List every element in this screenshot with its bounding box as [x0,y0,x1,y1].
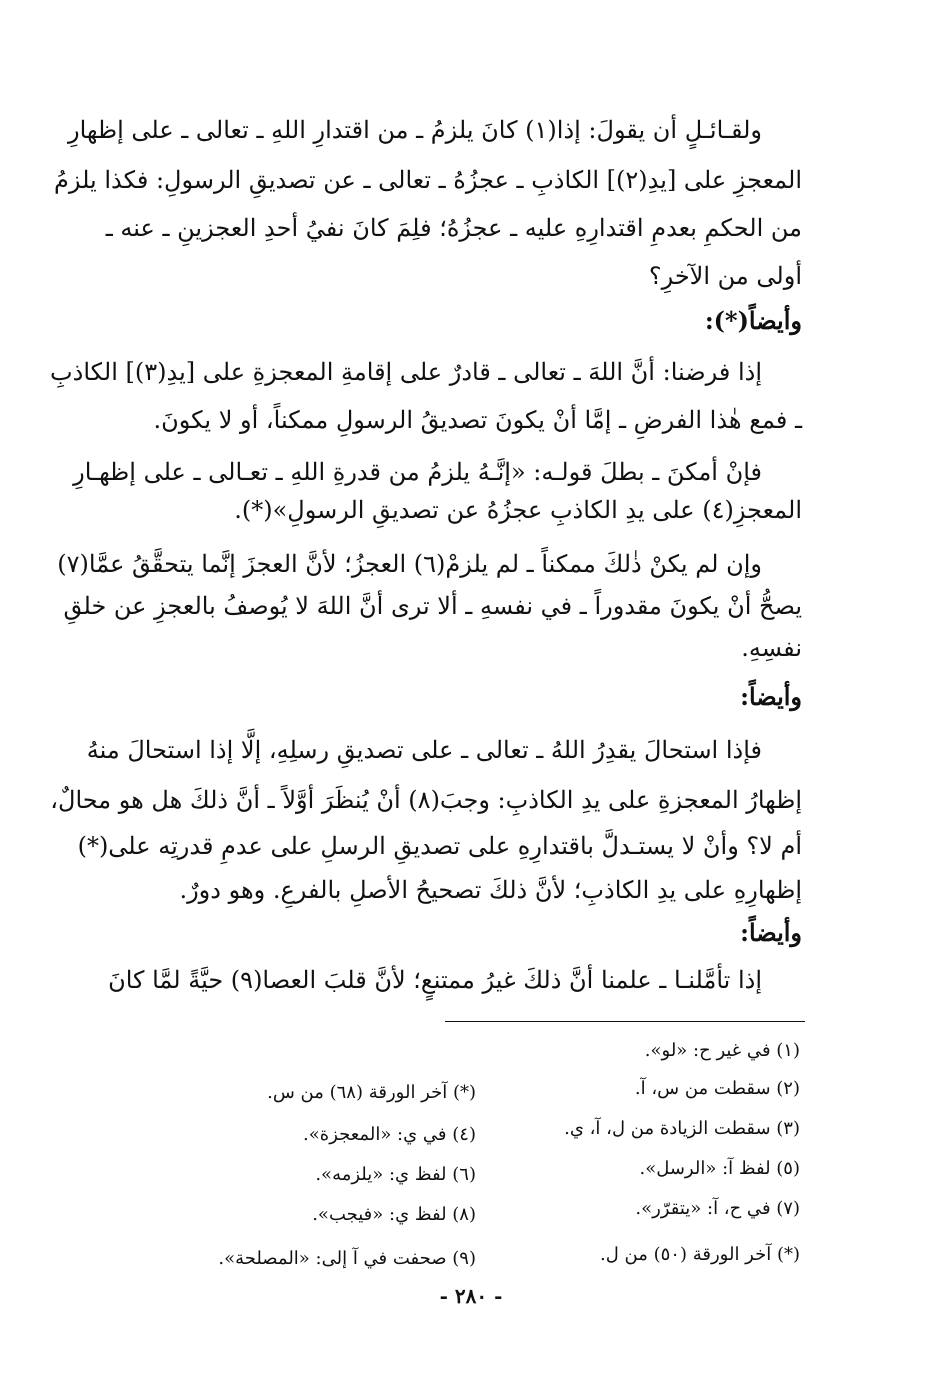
footnote: (٣) سقطت الزيادة من ل، آ، ي. [564,1118,800,1139]
footnote: (٤) في ي: «المعجزة». [303,1124,476,1145]
footnote: (*) آخر الورقة (٥٠) من ل. [600,1244,800,1265]
text-line: نفسِهِ. [741,634,802,662]
section-heading: وأيضاً(*): [704,306,802,335]
text-line: أولى من الآخرِ؟ [648,262,802,290]
footnote: (٩) صحفت في آ إلى: «المصلحة». [218,1248,476,1269]
text-line: المعجزِ على [يدِ(٢)] الكاذبِ ـ عجزُهُ ـ تعالى ـ عن تصديقِ الرسولِ: فكذا يلزمُ [53,166,802,194]
text-line: فإذا استحالَ يقدِرُ اللهُ ـ تعالى ـ على تصديقِ رسلِهِ، إلَّا إذا استحالَ منهُ [86,736,762,764]
text-line: إظهارُ المعجزةِ على يدِ الكاذبِ: وجبَ(٨) أنْ يُنظَرَ أوَّلاً ـ أنَّ ذلكَ هل هو محالٌ، [50,786,802,814]
footnote: (٨) لفظ ي: «فيجب». [312,1204,476,1225]
text-line: وإن لم يكنْ ذٰلكَ ممكناً ـ لم يلزمْ(٦) العجزُ؛ لأنَّ العجزَ إنَّما يتحقَّقُ عمَّا(٧) [57,550,762,578]
text-line: يصحُّ أنْ يكونَ مقدوراً ـ في نفسهِ ـ ألا ترى أنَّ اللهَ لا يُوصفُ بالعجزِ عن خلقِ [63,592,802,620]
text-line: إظهارِهِ على يدِ الكاذبِ؛ لأنَّ ذلكَ تصحيحُ الأصلِ بالفرعِ. وهو دورٌ. [179,876,802,904]
page-number: - ٢٨٠ - [439,1284,503,1308]
section-heading: وأيضاً: [740,682,802,711]
text-line: فإنْ أمكنَ ـ بطلَ قولـه: «إنَّـهُ يلزمُ من قدرةِ اللهِ ـ تعـالى ـ على إظهـارِ [73,458,762,486]
footnote: (١) في غير ح: «لو». [644,1040,800,1061]
text-line: إذا تأمَّلنـا ـ علمنا أنَّ ذلكَ غيرُ ممتنعٍ؛ لأنَّ قلبَ العصا(٩) حيَّةً لمَّا كانَ [108,966,762,994]
text-line: ـ فمع هٰذا الفرضِ ـ إمَّا أنْ يكونَ تصديقُ الرسولِ ممكناً، أو لا يكونَ. [153,406,802,434]
text-line: إذا فرضنا: أنَّ اللهَ ـ تعالى ـ قادرٌ على إقامةِ المعجزةِ على [يدِ(٣)] الكاذبِ [50,358,762,386]
text-line: المعجزِ(٤) على يدِ الكاذبِ عجزُهُ عن تصديقِ الرسولِ»(*). [234,496,802,524]
footnote: (٦) لفظ ي: «يلزمه». [315,1164,476,1185]
footnote: (٧) في ح، آ: «يتقرّر». [635,1198,800,1219]
text-line: أم لا؟ وأنْ لا يستـدلَّ باقتدارِهِ على تصديقِ الرسلِ على عدمِ قدرتِه على(*) [77,832,802,860]
footnote-separator [445,1021,805,1022]
footnote: (٥) لفظ آ: «الرسل». [639,1158,800,1179]
text-line: من الحكمِ بعدمِ اقتدارِهِ عليه ـ عجزُهُ؛ فلِمَ كانَ نفيُ أحدِ العجزينِ ـ عنه ـ [105,214,802,242]
footnote: (*) آخر الورقة (٦٨) من س. [267,1082,476,1103]
text-line: ولقـائـلٍ أن يقولَ: إذا(١) كانَ يلزمُ ـ من اقتدارِ اللهِ ـ تعالى ـ على إظهارِ [68,116,762,144]
footnote: (٢) سقطت من س، آ. [634,1078,800,1099]
section-heading: وأيضاً: [740,918,802,947]
